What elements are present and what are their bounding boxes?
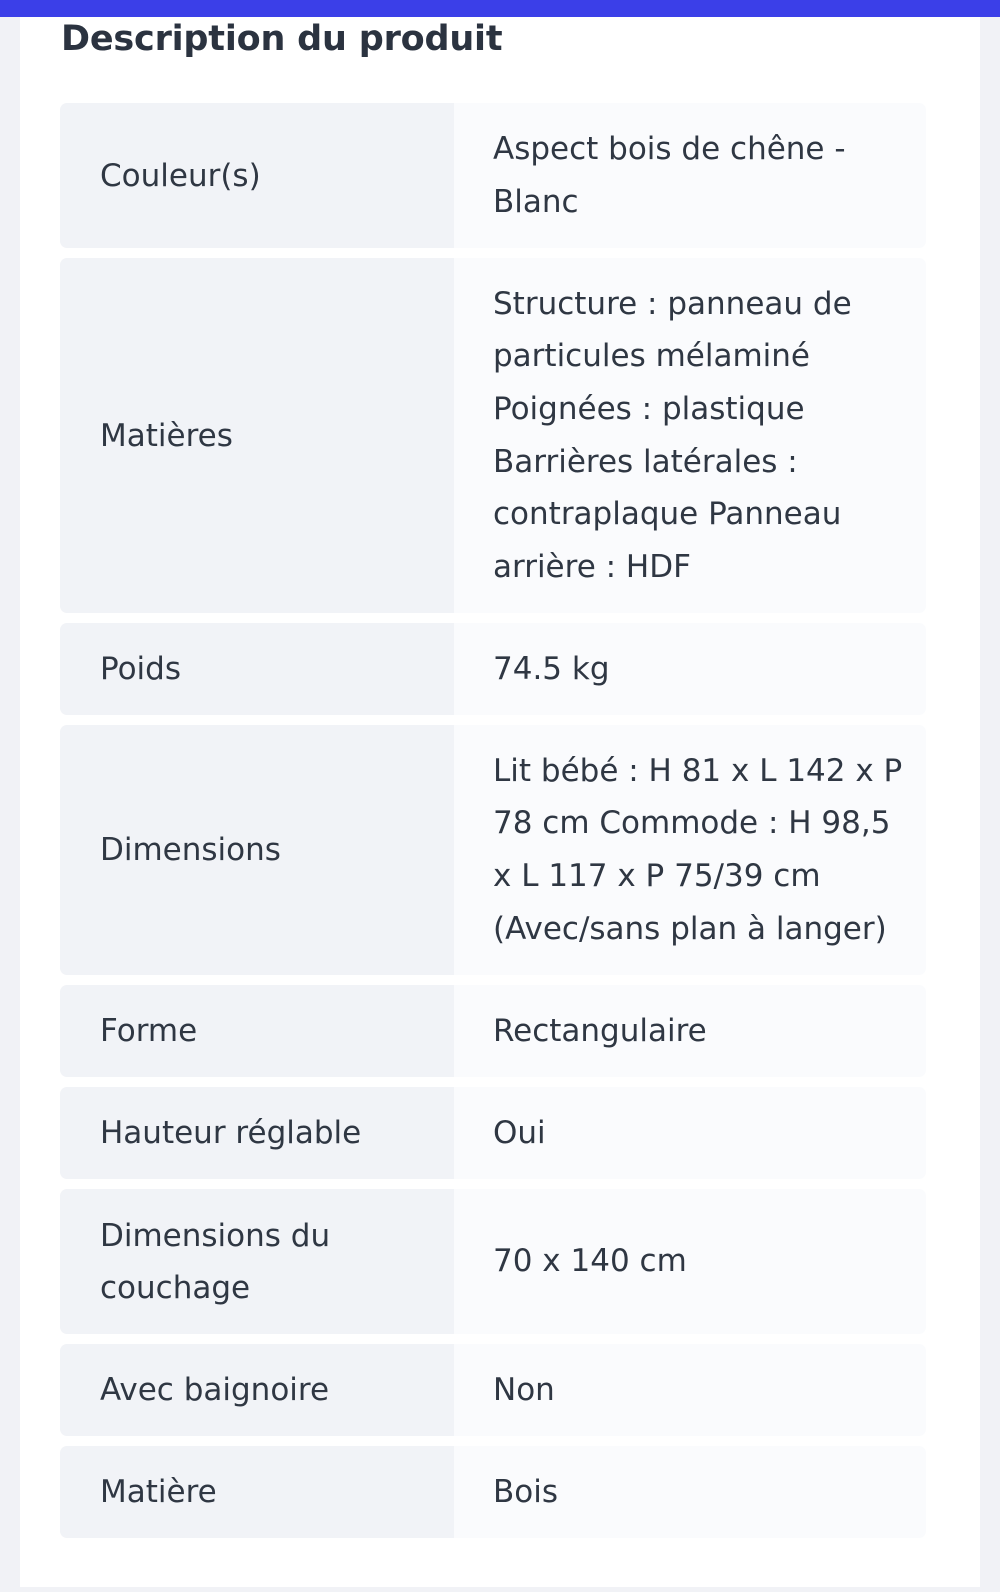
spec-value: Structure : panneau de particules mélaminé Poignées : plastique Barrières latérales : contraplaque Panneau arrière : HDF [454, 258, 926, 613]
spec-label: Couleur(s) [60, 103, 454, 248]
product-description-card [20, 17, 980, 1587]
spec-row-matieres [60, 258, 926, 613]
spec-value: Bois [454, 1446, 926, 1538]
spec-row-matiere [60, 1446, 926, 1538]
section-title: Description du produit [61, 19, 503, 59]
spec-value: Non [454, 1344, 926, 1436]
spec-row-dimensions [60, 725, 926, 975]
spec-label: Dimensions du couchage [60, 1189, 454, 1334]
spec-value: 74.5 kg [454, 623, 926, 715]
spec-table [60, 103, 926, 1548]
spec-value: Oui [454, 1087, 926, 1179]
spec-label: Matière [60, 1446, 454, 1538]
spec-value: Rectangulaire [454, 985, 926, 1077]
spec-row-poids [60, 623, 926, 715]
spec-label: Matières [60, 258, 454, 613]
spec-row-couleurs [60, 103, 926, 248]
top-accent-bar [0, 0, 1000, 17]
spec-row-dimensions-couchage [60, 1189, 926, 1334]
spec-label: Dimensions [60, 725, 454, 975]
spec-value: 70 x 140 cm [454, 1189, 926, 1334]
spec-label: Avec baignoire [60, 1344, 454, 1436]
spec-label: Forme [60, 985, 454, 1077]
spec-value: Aspect bois de chêne - Blanc [454, 103, 926, 248]
spec-row-forme [60, 985, 926, 1077]
spec-label: Poids [60, 623, 454, 715]
spec-value: Lit bébé : H 81 x L 142 x P 78 cm Commode : H 98,5 x L 117 x P 75/39 cm (Avec/sans plan à langer) [454, 725, 926, 975]
spec-row-hauteur-reglable [60, 1087, 926, 1179]
spec-row-avec-baignoire [60, 1344, 926, 1436]
spec-label: Hauteur réglable [60, 1087, 454, 1179]
